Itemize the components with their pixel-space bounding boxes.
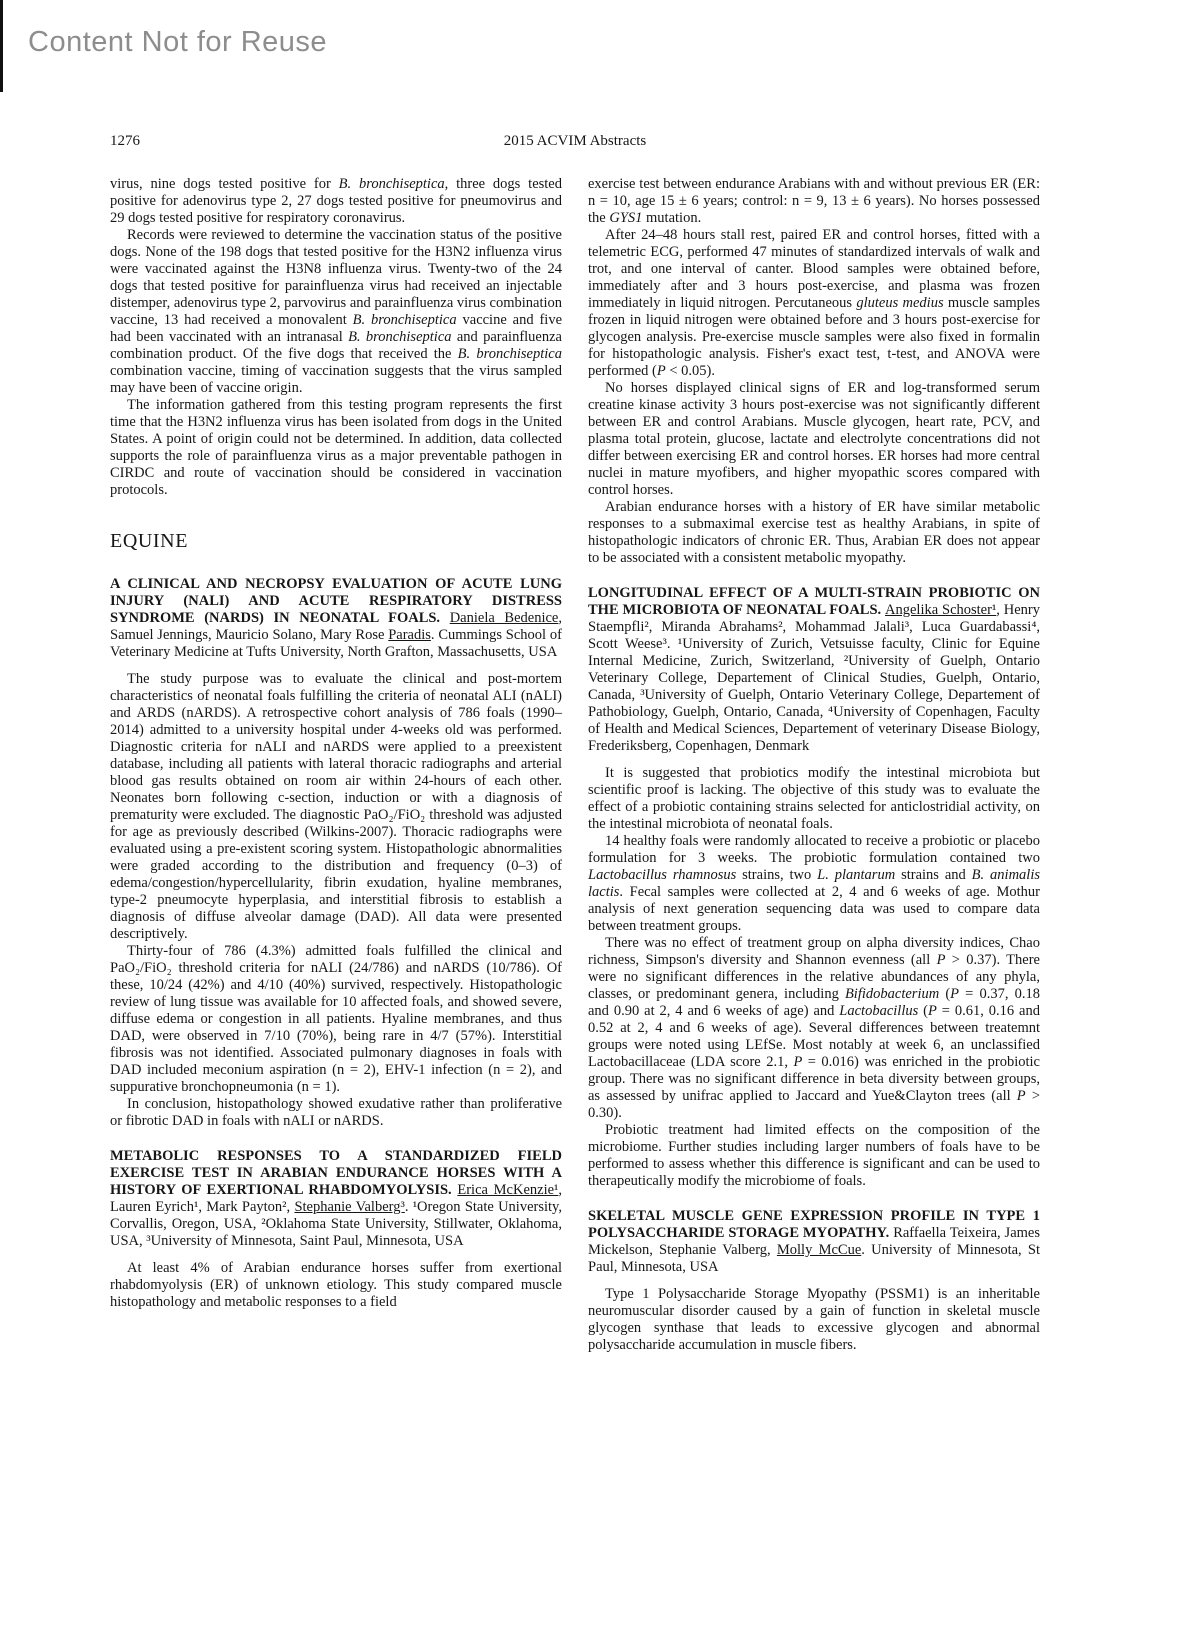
paragraph: The study purpose was to evaluate the clinical and post-mortem characteristics of neonatal foals fulfilling the criteria of neonatal ALI (nALI) and ARDS (nARDS). A retrospective cohort analysis of 786 foals (1990–2014) admitted to a university hospital under 4-weeks old was performed. Diagnostic criteria for nALI and nARDS were applied to a preexistent database, including all patients with lateral thoracic radiographs and arterial blood gas results obtained on room air within 24-hours of each other. Neonates born following c-section, induction or with a diagnosis of prematurity were excluded. The diagnostic PaO₂/FiO₂ threshold was adjusted for age as previously described (Wilkins-2007). Thoracic radiographs were evaluated using a pre-existent scoring system. Histopathologic abnormalities were graded according to the distribution and frequency (0–3) of edema/congestion/hypercellularity, fibrin exudation, hyaline membranes, type-2 pneumocyte hyperplasia, and interstitial fibrosis to establish a diagnosis of diffuse alveolar damage (DAD). All data were presented descriptively. bbox=[110, 671, 562, 942]
abstract-title-skeletal-muscle-pssm1: SKELETAL MUSCLE GENE EXPRESSION PROFILE IN TYPE 1 POLYSACCHARIDE STORAGE MYOPATHY. Raffaella Teixeira, James Mickelson, Stephanie Valberg, Molly McCue. University of Minnesota, St Paul, Minnesota, USA bbox=[588, 1208, 1040, 1275]
watermark: Content Not for Reuse bbox=[28, 26, 328, 58]
section-heading-equine: EQUINE bbox=[110, 530, 189, 552]
left-column bbox=[110, 176, 562, 1354]
paragraph: It is suggested that probiotics modify the intestinal microbiota but scientific proof is lacking. The objective of this study was to evaluate the effect of a probiotic containing strains selected for anticlostridial activity, on the intestinal microbiota of neonatal foals. bbox=[588, 765, 1040, 832]
paragraph: After 24–48 hours stall rest, paired ER and control horses, fitted with a telemetric ECG, performed 47 minutes of standardized intervals of walk and trot, and one interval of canter. Blood samples were obtained before, immediately after and 3 hours post-exercise, and plasma was frozen immediately in liquid nitrogen. Percutaneous gluteus medius muscle samples frozen in liquid nitrogen were obtained before and 3 hours post-exercise for glycogen analysis. Pre-exercise muscle samples were also fixed in formalin for histopathologic analysis. Fisher's exact test, t-test, and ANOVA were performed (P < 0.05). bbox=[588, 227, 1040, 379]
paragraph: There was no effect of treatment group on alpha diversity indices, Chao richness, Simpson's diversity and Shannon evenness (all P > 0.37). There were no significant differences in the relative abundances of any phyla, classes, or predominant genera, including Bifidobacterium (P = 0.37, 0.18 and 0.90 at 2, 4 and 6 weeks of age) and Lactobacillus (P = 0.61, 0.16 and 0.52 at 2, 4 and 6 weeks of age). Several differences between treatemnt groups were noted using LEfSe. Most notably at week 6, an unclassified Lactobacillaceae (LDA score 2.1, P = 0.016) was enriched in the probiotic group. There was no significant difference in beta diversity between groups, as assessed by unifrac applied to Jaccard and Yue&Clayton trees (all P > 0.30). bbox=[588, 935, 1040, 1121]
paragraph: Thirty-four of 786 (4.3%) admitted foals fulfilled the clinical and PaO₂/FiO₂ threshold criteria for nALI (24/786) and nARDS (10/786). Of these, 10/24 (42%) and 4/10 (40%) survived, respectively. Histopathologic review of lung tissue was available for 10 affected foals, and showed severe, diffuse edema or congestion in all patients. Hyaline membranes, and thus DAD, were observed in 7/10 (70%), being rare in 4/7 (57%). Interstitial fibrosis was not identified. Associated pulmonary diagnoses in foals with DAD included meconium aspiration (n = 2), EHV-1 infection (n = 2), and suppurative bronchopneumonia (n = 1). bbox=[110, 943, 562, 1095]
paragraph: At least 4% of Arabian endurance horses suffer from exertional rhabdomyolysis (ER) of unknown etiology. This study compared muscle histopathology and metabolic responses to a field bbox=[110, 1260, 562, 1310]
right-column bbox=[588, 176, 1040, 1354]
abstract-title-metabolic-responses: METABOLIC RESPONSES TO A STANDARDIZED FIELD EXERCISE TEST IN ARABIAN ENDURANCE HORSES WITH A HISTORY OF EXERTIONAL RHABDOMYOLYSIS. Erica McKenzie¹, Lauren Eyrich¹, Mark Payton², Stephanie Valberg³. ¹Oregon State University, Corvallis, Oregon, USA, ²Oklahoma State University, Stillwater, Oklahoma, USA, ³University of Minnesota, Saint Paul, Minnesota, USA bbox=[110, 1148, 563, 1249]
paragraph: Arabian endurance horses with a history of ER have similar metabolic responses to a submaximal exercise test as healthy Arabians, in spite of histopathologic indicators of chronic ER. Thus, Arabian ER does not appear to be associated with a consistent metabolic myopathy. bbox=[588, 499, 1040, 566]
abstract-title-nali-nards: A CLINICAL AND NECROPSY EVALUATION OF ACUTE LUNG INJURY (NALI) AND ACUTE RESPIRATORY DISTRESS SYNDROME (NARDS) IN NEONATAL FOALS. Daniela Bedenice, Samuel Jennings, Mauricio Solano, Mary Rose Paradis. Cummings School of Veterinary Medicine at Tufts University, North Grafton, Massachusetts, USA bbox=[110, 576, 562, 660]
paragraph-continuation: exercise test between endurance Arabians with and without previous ER (ER: n = 10, age 15 ± 6 years; control: n = 9, 13 ± 6 years). No horses possessed the GYS1 mutation. bbox=[588, 176, 1040, 226]
paragraph: Records were reviewed to determine the vaccination status of the positive dogs. None of the 198 dogs that tested positive for the H3N2 influenza virus were vaccinated against the H3N8 influenza virus. Twenty-two of the 24 dogs that tested positive for parainfluenza virus had received an injectable distemper, adenovirus type 2, parvovirus and parainfluenza virus combination vaccine, 13 had received a monovalent B. bronchiseptica vaccine and five had been vaccinated with an intranasal B. bronchiseptica and parainfluenza combination product. Of the five dogs that received the B. bronchiseptica combination vaccine, timing of vaccination suggests that the virus sampled may have been of vaccine origin. bbox=[110, 227, 563, 396]
page-header bbox=[110, 133, 1040, 150]
paragraph: Probiotic treatment had limited effects on the composition of the microbiome. Further studies including larger numbers of foals have to be performed to assess whether this difference is significant and can be used to therapeutically modify the microbiome of foals. bbox=[588, 1122, 1040, 1189]
journal-header: 2015 ACVIM Abstracts bbox=[503, 133, 647, 149]
scan-edge-artifact bbox=[0, 0, 3, 92]
paragraph: 14 healthy foals were randomly allocated to receive a probiotic or placebo formulation for 3 weeks. The probiotic formulation contained two Lactobacillus rhamnosus strains, two L. plantarum strains and B. animalis lactis. Fecal samples were collected at 2, 4 and 6 weeks of age. Mothur analysis of next generation sequencing data was used to compare data between treatment groups. bbox=[588, 833, 1040, 934]
paragraph: The information gathered from this testing program represents the first time that the H3N2 influenza virus has been isolated from dogs in the United States. A point of origin could not be determined. In addition, data collected supports the role of parainfluenza virus as a major preventable pathogen in CIRDC and route of vaccination should be considered in vaccination protocols. bbox=[110, 397, 562, 498]
paragraph-continuation: virus, nine dogs tested positive for B. bronchiseptica, three dogs tested positive for adenovirus type 2, 27 dogs tested positive for pneumovirus and 29 dogs tested positive for respiratory coronavirus. bbox=[110, 176, 562, 226]
abstract-title-probiotic-microbiota: LONGITUDINAL EFFECT OF A MULTI-STRAIN PROBIOTIC ON THE MICROBIOTA OF NEONATAL FOALS. Angelika Schoster¹, Henry Staempfli², Miranda Abrahams², Mohammad Jalali³, Luca Guardabassi⁴, Scott Weese³. ¹University of Zurich, Vetsuisse faculty, Clinic for Equine Internal Medicine, Zurich, Switzerland, ²University of Guelph, Ontario Veterinary College, Departement of Clinical Studies, Guelph, Ontario, Canada, ³University of Guelph, Ontario Veterinary College, Departement of Pathobiology, Guelph, Ontario, Canada, ⁴University of Copenhagen, Faculty of Health and Medical Sciences, Departement of veterinary Disease Biology, Frederiksberg, Copenhagen, Denmark bbox=[588, 585, 1040, 754]
paragraph: Type 1 Polysaccharide Storage Myopathy (PSSM1) is an inheritable neuromuscular disorder caused by a gain of function in skeletal muscle glycogen synthase that leads to excessive glycogen and abnormal polysaccharide accumulation in muscle fibers. bbox=[588, 1286, 1040, 1353]
paragraph: In conclusion, histopathology showed exudative rather than proliferative or fibrotic DAD in foals with nALI or nARDS. bbox=[110, 1096, 562, 1129]
paragraph: No horses displayed clinical signs of ER and log-transformed serum creatine kinase activity 3 hours post-exercise was not significantly different between ER and control Arabians. Muscle glycogen, heart rate, PCV, and plasma total protein, glucose, lactate and electrolyte concentrations did not differ between exercising ER and control horses. ER horses had more central nuclei in mature myofibers, and higher myopathic scores compared with control horses. bbox=[588, 380, 1040, 498]
two-column-content bbox=[110, 176, 1040, 1354]
page-number: 1276 bbox=[110, 133, 140, 149]
